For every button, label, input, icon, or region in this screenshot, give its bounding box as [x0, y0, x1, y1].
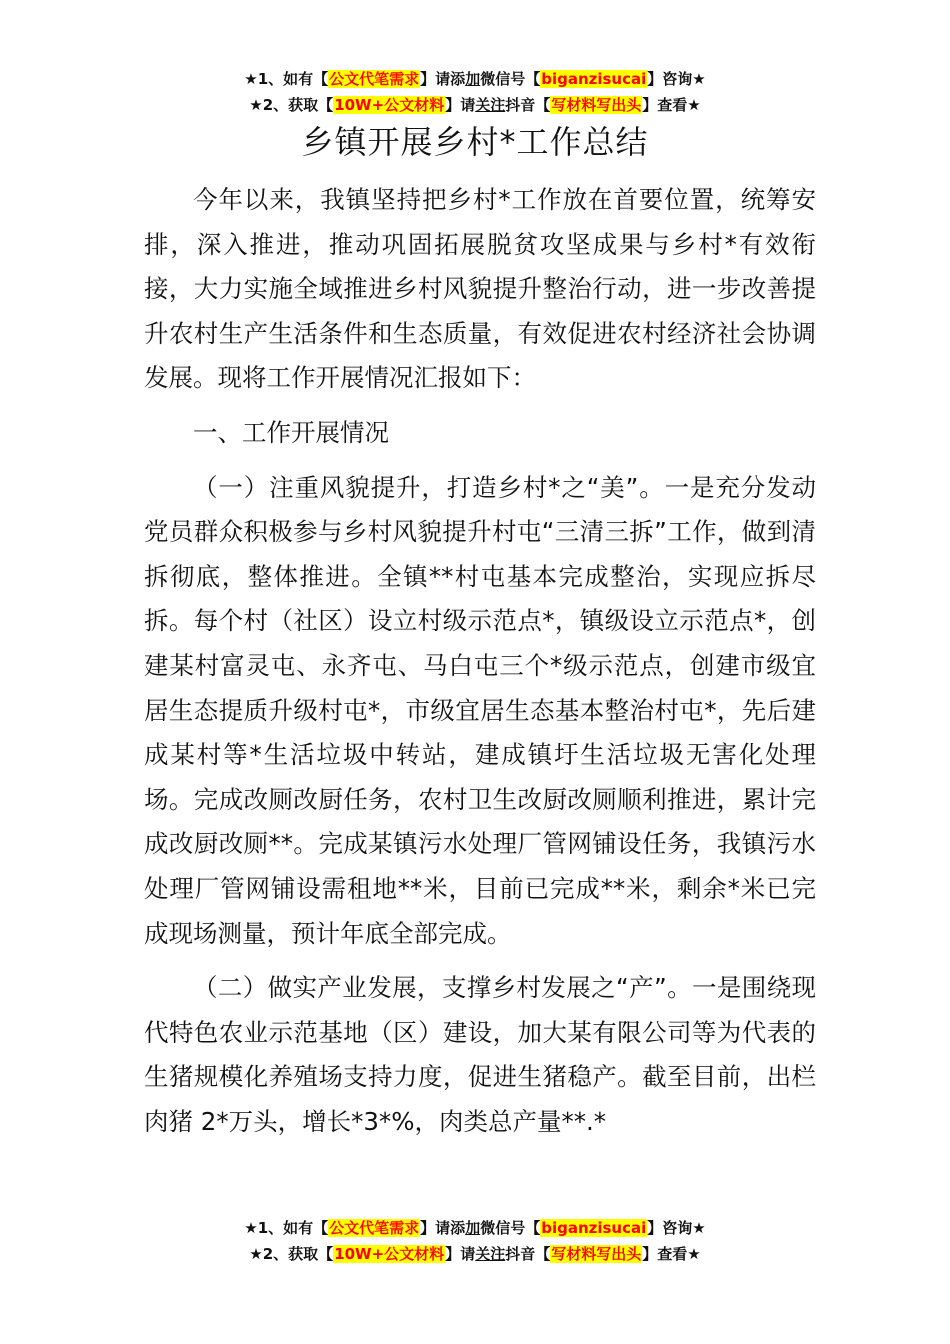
- banner-text: ★1、如有【: [244, 1219, 329, 1237]
- document-body: [144, 178, 816, 1144]
- banner-highlight: biganzisucai: [541, 1219, 647, 1237]
- paragraph-section-2: （二）做实产业发展，支撑乡村发展之“产”。一是围绕现代特色农业示范基地（区）建设，加大某有限公司等为代表的生猪规模化养殖场支持力度，促进生猪稳产。截至目前，出栏肉猪 2*万头，增长*3*%，肉类总产量**.*: [144, 973, 816, 1136]
- banner-text: 抖音【: [505, 96, 551, 114]
- banner-text: 】查看★: [642, 1245, 701, 1263]
- banner-text: 微信号【: [480, 1219, 541, 1237]
- document-title: 乡镇开展乡村*工作总结: [301, 123, 649, 161]
- header-banner: [0, 66, 950, 118]
- footer-banner: [0, 1215, 950, 1267]
- section-heading: 一、工作开展情况: [193, 417, 389, 447]
- banner-line-1: [0, 1215, 950, 1241]
- banner-text: 】请: [445, 96, 476, 114]
- banner-text: 】请添: [420, 70, 466, 88]
- banner-highlight: 公文代笔需求: [329, 1219, 420, 1237]
- banner-highlight: 公文代笔需求: [329, 70, 420, 88]
- banner-highlight: 10W+公文材料: [334, 96, 445, 114]
- banner-line-2: [0, 92, 950, 118]
- paragraph-section-1: （一）注重风貌提升，打造乡村*之“美”。一是充分发动党员群众积极参与乡村风貌提升村屯“三清三拆”工作，做到清拆彻底，整体推进。全镇**村屯基本完成整治，实现应拆尽拆。每个村（社区）设立村级示范点*，镇级设立示范点*，创建某村富灵屯、永齐屯、马白屯三个*级示范点，创建市级宜居生态提质升级村屯*，市级宜居生态基本整治村屯*，先后建成某村等*生活垃圾中转站，建成镇圩生活垃圾无害化处理场。完成改厕改厨任务，农村卫生改厨改厕顺利推进，累计完成改厨改厕**。完成某镇污水处理厂管网铺设任务，我镇污水处理厂管网铺设需租地**米，目前已完成**米，剩余*米已完成现场测量，预计年底全部完成。: [144, 472, 816, 948]
- banner-text: 】请添: [420, 1219, 466, 1237]
- banner-text: 】咨询★: [647, 1219, 706, 1237]
- banner-underline: 关注: [475, 96, 506, 114]
- banner-text: 】咨询★: [647, 70, 706, 88]
- banner-text: 微信号【: [480, 70, 541, 88]
- banner-line-2: [0, 1241, 950, 1267]
- banner-highlight: 写材料写出头: [551, 1245, 642, 1263]
- banner-underline: 关注: [475, 1245, 506, 1263]
- banner-underline: 加: [465, 70, 481, 88]
- banner-line-1: [0, 66, 950, 92]
- banner-highlight: biganzisucai: [541, 70, 647, 88]
- banner-text: ★2、获取【: [249, 1245, 334, 1263]
- banner-text: 】请: [445, 1245, 476, 1263]
- banner-text: ★1、如有【: [244, 70, 329, 88]
- banner-text: 】查看★: [642, 96, 701, 114]
- banner-highlight: 写材料写出头: [551, 96, 642, 114]
- banner-underline: 加: [465, 1219, 481, 1237]
- banner-text: ★2、获取【: [249, 96, 334, 114]
- banner-highlight: 10W+公文材料: [334, 1245, 445, 1263]
- paragraph-intro: 今年以来，我镇坚持把乡村*工作放在首要位置，统筹安排，深入推进，推动巩固拓展脱贫攻坚成果与乡村*有效衔接，大力实施全域推进乡村风貌提升整治行动，进一步改善提升农村生产生活条件和生态质量，有效促进农村经济社会协调发展。现将工作开展情况汇报如下：: [144, 185, 816, 393]
- banner-text: 抖音【: [505, 1245, 551, 1263]
